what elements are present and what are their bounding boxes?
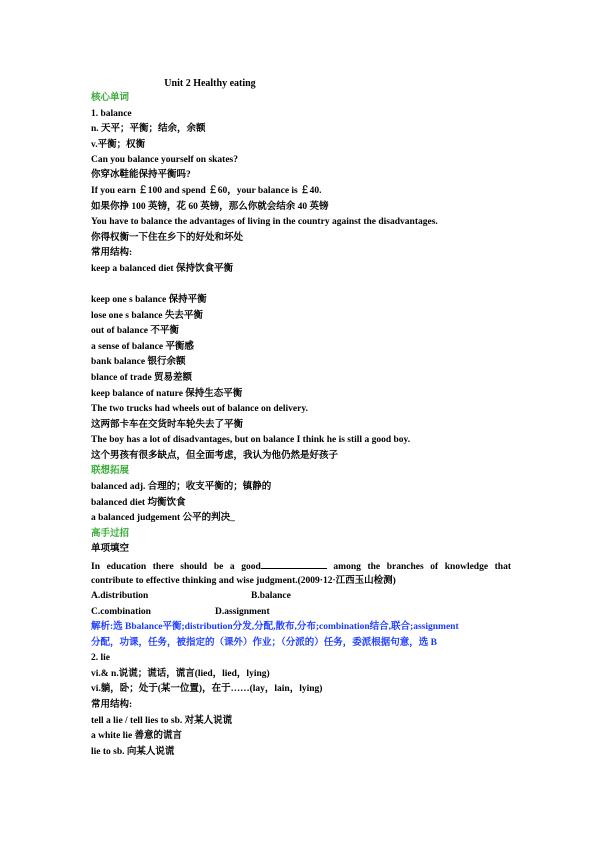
- extension-3: [91, 512, 235, 524]
- lie-phrases-label: 常用结构:: [91, 700, 133, 710]
- phrase-2: keep one s balance 保持平衡: [91, 295, 207, 305]
- example-4-en: The two trucks had wheels out of balance on delivery.: [91, 404, 308, 414]
- extension-2: balanced diet 均衡饮食: [91, 498, 186, 508]
- phrase-6: bank balance 银行余额: [91, 357, 186, 367]
- extension-3-tail: _: [230, 513, 235, 523]
- word-heading-balance: 1. balance: [91, 109, 132, 119]
- phrase-8: keep balance of nature 保持生态平衡: [91, 389, 243, 399]
- phrase-3: lose one s balance 失去平衡: [91, 311, 203, 321]
- exercise-label: 单项填空: [91, 544, 130, 554]
- word-heading-lie: 2. lie: [91, 653, 110, 663]
- analysis-line-1: 解析:选 Bbalance平衡;distribution分发,分配,散布,分布;combination结合,联合;assignment: [91, 622, 459, 632]
- section-extension: 联想拓展: [91, 466, 130, 476]
- example-5-en: The boy has a lot of disadvantages, but on balance I think he is still a good boy.: [91, 435, 411, 445]
- answer-blank: [261, 559, 327, 569]
- definition-noun: n. 天平；平衡；结余，余额: [91, 124, 206, 134]
- option-a: A.distribution: [91, 591, 149, 601]
- phrases-label: 常用结构:: [91, 248, 133, 258]
- example-1-en: Can you balance yourself on skates?: [91, 155, 238, 165]
- lie-phrase-2: a white lie 善意的谎言: [91, 731, 183, 741]
- phrase-5: a sense of balance 平衡感: [91, 342, 194, 352]
- page-title: Unit 2 Healthy eating: [164, 78, 256, 89]
- lie-definition-2: vi.躺，卧；处于(某一位置)，在于……(lay，lain，lying): [91, 684, 323, 694]
- option-c: C.combination: [91, 607, 151, 617]
- question-part-1: In education there should be a good: [91, 562, 261, 572]
- lie-phrase-3: lie to sb. 向某人说谎: [91, 747, 175, 757]
- extension-1: balanced adj. 合理的；收支平衡的；镇静的: [91, 482, 272, 492]
- example-5-zh: 这个男孩有很多缺点，但全面考虑，我认为他仍然是好孩子: [91, 451, 339, 461]
- example-3-en: You have to balance the advantages of living in the country against the disadvantages.: [91, 217, 438, 227]
- option-d: D.assignment: [215, 607, 270, 617]
- example-2-zh: 如果你挣 100 英镑，花 60 英镑，那么你就会结余 40 英镑: [91, 202, 329, 212]
- analysis-line-2: 分配，功课，任务，被指定的（课外）作业；（分派的）任务，委派根据句意，选 B: [91, 638, 437, 648]
- section-core-words: 核心单词: [91, 93, 130, 103]
- example-2-en: If you earn ￡100 and spend ￡60，your balance is ￡40.: [91, 186, 322, 196]
- example-4-zh: 这两部卡车在交货时车轮失去了平衡: [91, 420, 244, 430]
- example-1-zh: 你穿冰鞋能保持平衡吗?: [91, 170, 191, 180]
- definition-verb: v.平衡；权衡: [91, 140, 146, 150]
- question-line-2: contribute to effective thinking and wise judgment.(2009·12·江西玉山检测): [91, 576, 396, 586]
- lie-definition-1: vi.& n.说谎；谎话，谎言(lied，lied，lying): [91, 669, 270, 679]
- extension-3-text: a balanced judgement 公平的判决: [91, 513, 231, 523]
- phrase-1: keep a balanced diet 保持饮食平衡: [91, 264, 233, 274]
- lie-phrase-1: tell a lie / tell lies to sb. 对某人说谎: [91, 716, 233, 726]
- question-part-2: among the branches of knowledge that: [333, 562, 512, 572]
- phrase-4: out of balance 不平衡: [91, 326, 179, 336]
- option-b: B.balance: [251, 591, 291, 601]
- phrase-7: blance of trade 贸易差额: [91, 373, 193, 383]
- question-line-1: [91, 559, 511, 573]
- example-3-zh: 你得权衡一下住在乡下的好处和坏处: [91, 233, 244, 243]
- section-master: 高手过招: [91, 529, 130, 539]
